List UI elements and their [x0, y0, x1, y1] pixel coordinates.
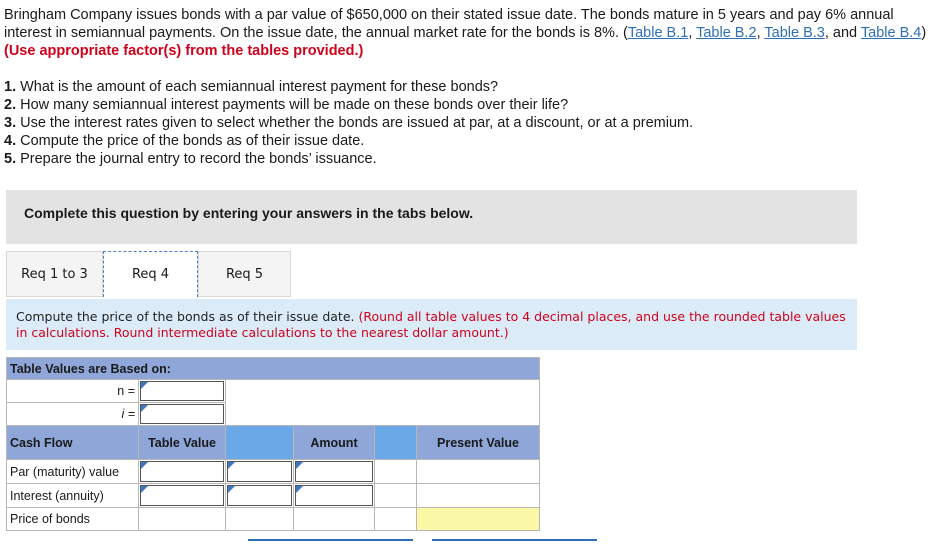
header-present-value: Present Value — [417, 426, 540, 460]
par-present-value — [417, 460, 540, 484]
n-label: n = — [7, 380, 139, 403]
header-amount: Amount — [294, 426, 375, 460]
row-interest-annuity: Interest (annuity) — [7, 484, 139, 508]
problem-text: Bringham Company issues bonds with a par value of $650,000 on their stated issue date. The bonds mature in 5 years and pay 6% annual interest in semiannual payments. On the issue date, the annual market rate for the bonds is 8%. ( — [4, 7, 894, 41]
tab-req-5[interactable]: Req 5 — [198, 251, 291, 297]
prev-button-edge[interactable] — [248, 539, 413, 541]
next-button-edge[interactable] — [432, 539, 597, 541]
question-item: 2. How many semiannual interest payments will be made on these bonds over their life? — [4, 97, 569, 113]
instructions-banner — [6, 190, 857, 244]
table-b1-link[interactable]: Table B.1 — [627, 25, 689, 41]
par-amount-input[interactable] — [295, 461, 373, 482]
i-label: i = — [7, 403, 139, 426]
question-list — [4, 78, 693, 168]
tab-instructions: Compute the price of the bonds as of their issue date. (Round all table values to 4 decimal places, and use the rounded table values in calculations. Round intermediate calculations to the nearest dollar amount.) — [6, 299, 857, 350]
interest-present-value — [417, 484, 540, 508]
interest-table-value-input[interactable] — [140, 485, 224, 506]
factor-note: (Use appropriate factor(s) from the tables provided.) — [4, 43, 364, 59]
banner-text: Complete this question by entering your answers in the tabs below. — [24, 205, 474, 221]
par-operator-select[interactable] — [227, 461, 292, 482]
header-cash-flow: Cash Flow — [7, 426, 139, 460]
n-input[interactable] — [140, 381, 224, 401]
question-item: 4. Compute the price of the bonds as of their issue date. — [4, 133, 365, 149]
row-par-value: Par (maturity) value — [7, 460, 139, 484]
table-b2-link[interactable]: Table B.2 — [696, 25, 757, 41]
table-b4-link[interactable]: Table B.4 — [860, 25, 922, 41]
tab-req-1-3[interactable]: Req 1 to 3 — [6, 251, 103, 297]
question-item: 3. Use the interest rates given to select whether the bonds are issued at par, at a discount, or at a premium. — [4, 115, 694, 131]
interest-amount-input[interactable] — [295, 485, 373, 506]
i-input[interactable] — [140, 404, 224, 424]
table-b3-link[interactable]: Table B.3 — [764, 25, 825, 41]
tab-req-4[interactable]: Req 4 — [103, 251, 198, 297]
header-table-value: Table Value — [139, 426, 226, 460]
question-item: 1. What is the amount of each semiannual interest payment for these bonds? — [4, 79, 499, 95]
par-table-value-input[interactable] — [140, 461, 224, 482]
question-item: 5. Prepare the journal entry to record the bonds’ issuance. — [4, 151, 377, 167]
interest-operator-select[interactable] — [227, 485, 292, 506]
price-of-bonds-total — [417, 508, 540, 531]
table-title: Table Values are Based on: — [7, 358, 540, 380]
row-price-of-bonds: Price of bonds — [7, 508, 139, 531]
bond-price-table — [6, 357, 540, 531]
problem-statement: Bringham Company issues bonds with a par value of $650,000 on their stated issue date. The bonds mature in 5 years and pay 6% annual interest in semiannual payments. On the issue date, the annual market rate for the bonds is 8%. (Table B.1, Table B.2, Table B.3, and Table B.4) (Use appropriate factor(s) from the tables provided.) — [4, 7, 927, 59]
